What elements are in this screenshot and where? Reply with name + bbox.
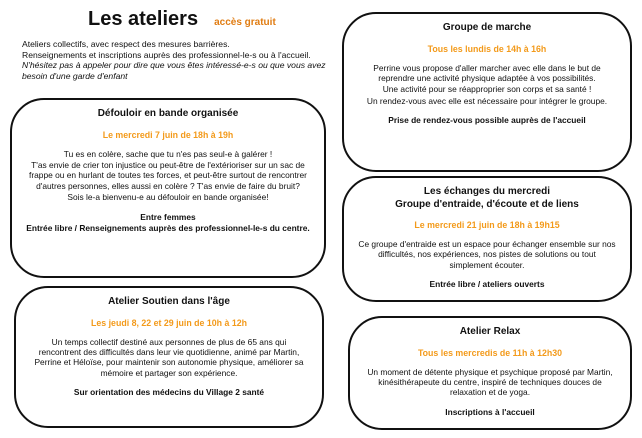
free-access-label: accès gratuit [214,17,276,28]
card-schedule: Tous les mercredis de 11h à 12h30 [417,347,563,358]
card-access-info: Inscriptions à l'accueil [445,406,535,417]
card-title: Défouloir en bande organisée [97,108,239,119]
intro-text [22,39,342,81]
card-text: Un moment de détente physique et psychique proposé par Martin, kinésithérapeute du centre, inspiré de techniques douces de relaxation et de yoga. [367,366,613,398]
card-text: Un rendez-vous avec elle est nécessaire pour intégrer le groupe. [366,95,608,106]
card-text: Un temps collectif destiné aux personnes de plus de 65 ans qui rencontrent des difficultés dans leur vie quotidienne, animé par Martin, Perrine et Héloïse, pour maintenir son autonomie physique, améliorer sa mémoire et partager son expérience. [34,336,304,378]
card-access-info: Entrée libre / ateliers ouverts [429,279,545,290]
card-title: Les échanges du mercredi [423,186,551,197]
card-audience: Entre femmes [140,211,196,222]
page-title: Les ateliers [88,8,199,30]
page-header [22,8,342,81]
card-text: Sois le-a bienvenu-e au défouloir en bande organisée! [67,192,269,203]
card-schedule: Les jeudi 8, 22 et 29 juin de 10h à 12h [91,317,247,328]
card-text: Une activité pour se réapproprier son corps et sa santé ! [382,84,592,95]
card-title: Atelier Relax [459,326,521,337]
card-text: Ce groupe d'entraide est un espace pour échanger ensemble sur nos difficultés, nos expériences, nos pistes de solutions ou tout simplement écouter. [358,239,616,270]
card-text: T'as envie de crier ton injustice ou peut-être de l'extérioriser sur un sac de frappe ou en hurlant de toutes tes forces, et peut-être surtout de rencontrer d'autres personnes, elles aussi en colère ? T'as envie de faire du bruit? [29,159,307,191]
card-soutien-age [14,286,324,428]
card-groupe-marche [342,12,632,172]
card-title: Groupe de marche [442,22,532,33]
title-row [88,8,342,31]
card-echanges-mercredi [342,176,632,302]
card-schedule: Le mercredi 21 juin de 18h à 19h15 [414,220,560,230]
intro-line-2: Renseignements et inscriptions auprès des professionnel-le-s ou à l'accueil. [22,49,311,60]
card-schedule: Tous les lundis de 14h à 16h [427,43,547,54]
card-title: Atelier Soutien dans l'âge [108,296,230,307]
card-text: Perrine vous propose d'aller marcher avec elle dans le but de reprendre une activité physique adaptée à vos possibilités. [373,62,601,83]
intro-line-1: Ateliers collectifs, avec respect des mesures barrières. [22,39,230,49]
card-access-info: Entrée libre / Renseignements auprès des professionnel-le-s du centre. [26,222,310,233]
card-subtitle: Groupe d'entraide, d'écoute et de liens [395,198,579,210]
card-atelier-relax [348,316,632,430]
card-text: Tu es en colère, sache que tu n'es pas seul-e à galérer ! [63,148,273,159]
card-access-info: Sur orientation des médecins du Village 2 santé [73,387,265,398]
intro-line-3: N'hésitez pas à appeler pour dire que vous êtes intéressé-e-s ou que vous avez besoin d'une garde d'enfant [22,60,326,81]
card-defouloir [10,98,326,278]
card-access-info: Prise de rendez-vous possible auprès de l'accueil [388,115,586,126]
card-schedule: Le mercredi 7 juin de 18h à 19h [102,129,234,140]
